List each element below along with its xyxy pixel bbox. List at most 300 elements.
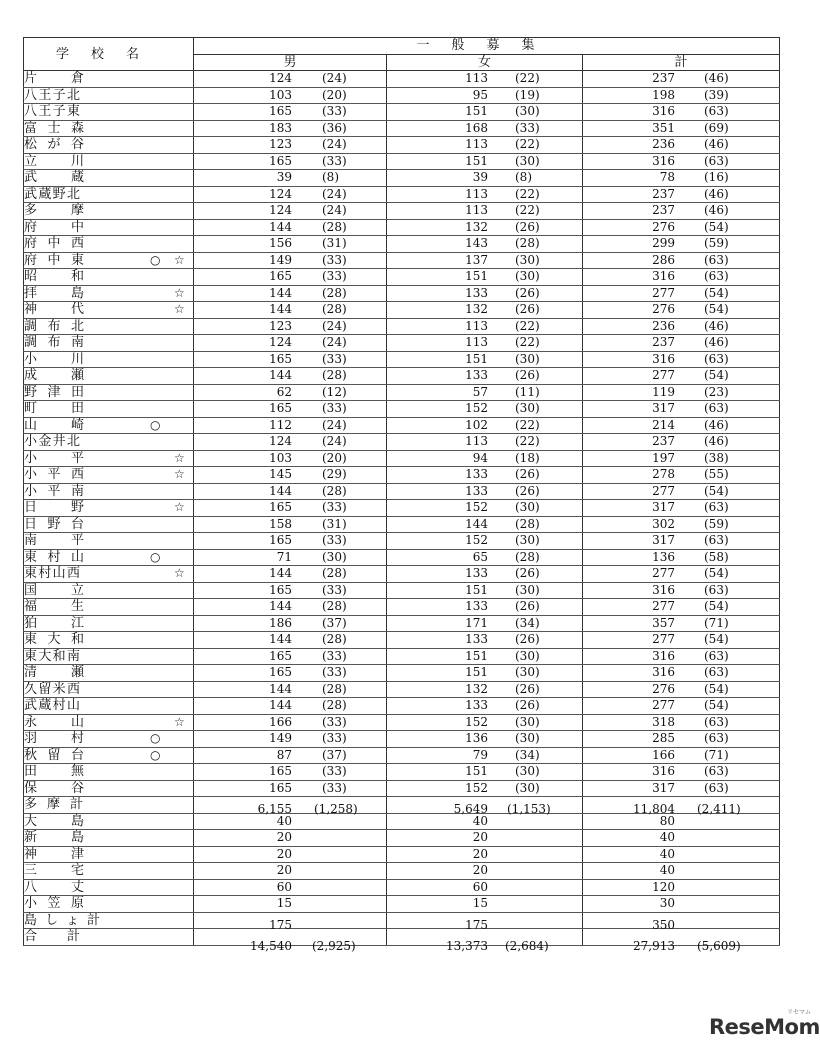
male-cell [194,450,387,467]
male-cell [194,566,387,583]
female-count: 20 [472,863,488,877]
school-rows [24,71,780,797]
total-paren: (63) [704,731,729,745]
total-paren: (59) [704,516,729,531]
school-name-cell [24,285,194,302]
male-paren: (28) [322,368,347,382]
school-name: 野津田 [24,384,84,400]
total-paren: (63) [704,780,729,795]
total-count: 278 [652,467,676,481]
school-name: 武蔵村山 [24,698,80,714]
male-paren: (31) [322,236,347,250]
school-name-cell [24,87,194,104]
male-count: 165 [269,351,292,366]
male-cell [194,483,387,500]
male-count: 20 [276,830,292,844]
male-count: 186 [269,615,292,630]
male-paren: (1,258) [314,802,358,816]
school-name: 八王子東 [24,104,80,120]
row-label: 島しょ計 [24,912,194,929]
female-cell [387,665,583,682]
female-paren: (30) [515,500,540,514]
female-count: 94 [472,450,488,465]
male-count: 144 [269,368,292,382]
male-count: 112 [269,417,292,432]
male-count: 166 [269,714,292,729]
school-name: 昭和 [24,269,84,285]
total-cell [583,368,780,385]
female-count: 15 [472,896,488,910]
male-cell [194,467,387,484]
female-cell [387,599,583,616]
school-name: 国立 [24,582,84,598]
total-cell [583,830,780,847]
star-mark: ☆ [174,252,185,267]
female-paren: (11) [515,384,540,399]
male-cell [194,335,387,352]
female-paren: (22) [515,434,540,448]
star-mark: ☆ [174,467,185,481]
school-name-cell [24,417,194,434]
female-paren: (30) [515,780,540,795]
female-paren: (30) [515,104,540,118]
male-count: 124 [269,434,292,448]
total-paren: (16) [704,170,729,184]
table-row [24,285,780,302]
male-paren: (30) [322,549,347,564]
female-count: 152 [465,500,488,514]
school-name: 府中東 [24,252,84,268]
female-paren: (26) [515,219,540,234]
female-paren: (30) [515,764,540,778]
male-paren: (33) [322,533,347,547]
male-paren: (24) [322,203,347,217]
school-name: 小笠原 [24,896,84,912]
total-cell [583,335,780,352]
school-name-cell [24,698,194,715]
school-name-cell [24,599,194,616]
male-cell [194,549,387,566]
total-paren: (71) [704,747,729,762]
school-name: 富士森 [24,120,84,136]
female-cell [387,648,583,665]
school-name-cell [24,500,194,517]
female-paren: (30) [515,665,540,679]
school-name: 大島 [24,813,84,829]
school-name: 小平 [24,450,84,466]
female-count: 133 [465,599,488,613]
total-cell [583,252,780,269]
female-cell [387,830,583,847]
total-cell [583,318,780,335]
female-count: 151 [465,764,488,778]
female-count: 151 [465,104,488,118]
female-cell [387,417,583,434]
female-count: 151 [465,269,488,283]
female-paren: (30) [515,401,540,415]
female-count: 136 [465,731,488,745]
school-name-cell [24,434,194,451]
male-cell [194,665,387,682]
male-paren: (33) [322,252,347,267]
school-name-cell [24,830,194,847]
female-paren: (26) [515,632,540,646]
male-paren: (24) [322,186,347,201]
total-count: 27,913 [633,939,676,953]
total-cell [583,153,780,170]
island-rows [24,813,780,912]
total-paren: (63) [704,500,729,514]
total-count: 316 [652,764,676,778]
total-paren: (39) [704,87,729,102]
male-cell [194,302,387,319]
total-cell [583,351,780,368]
male-paren: (28) [322,681,347,696]
total-count: 80 [659,813,676,828]
female-paren: (26) [515,681,540,696]
male-count: 165 [269,401,292,415]
total-cell [583,582,780,599]
total-paren: (63) [704,351,729,366]
female-count: 5,649 [453,802,488,816]
total-paren: (46) [704,318,729,333]
table-row [24,566,780,583]
total-count: 237 [652,335,676,349]
male-count: 103 [269,87,292,102]
table-row [24,368,780,385]
school-name: 永山 [24,714,84,730]
female-count: 151 [465,351,488,366]
male-count: 158 [269,516,292,531]
female-cell [387,186,583,203]
male-paren: (33) [322,500,347,514]
total-paren: (38) [704,450,729,465]
total-paren: (46) [704,137,729,151]
female-cell [387,549,583,566]
male-count: 124 [269,186,292,201]
female-cell [387,615,583,632]
table-row [24,665,780,682]
male-paren: (28) [322,302,347,316]
total-count: 11,804 [633,802,676,816]
total-paren: (54) [704,368,729,382]
total-count: 237 [652,203,676,217]
total-count: 277 [652,632,676,646]
school-name-cell [24,335,194,352]
female-paren: (2,684) [505,939,549,953]
male-cell [194,912,387,932]
table-row [24,747,780,764]
male-count: 144 [269,632,292,646]
total-paren: (23) [704,384,729,399]
total-cell [583,698,780,715]
table-row [24,681,780,698]
school-name-cell [24,170,194,187]
male-count: 144 [269,681,292,696]
female-count: 113 [465,137,488,151]
female-count: 133 [465,467,488,481]
female-column-header: 女 [387,54,583,71]
table-row [24,401,780,418]
female-paren: (22) [515,137,540,151]
female-paren: (30) [515,252,540,267]
male-cell [194,318,387,335]
female-count: 60 [472,879,488,894]
school-name-cell [24,896,194,913]
female-count: 113 [465,335,488,349]
female-cell [387,153,583,170]
female-count: 151 [465,665,488,679]
female-cell [387,401,583,418]
total-count: 166 [652,747,676,762]
male-cell [194,615,387,632]
school-name-cell [24,483,194,500]
table-row [24,731,780,748]
female-count: 133 [465,483,488,498]
female-cell [387,269,583,286]
star-mark: ☆ [174,500,185,514]
female-count: 20 [472,846,488,861]
school-name: 東村山西 [24,566,80,582]
female-paren: (26) [515,698,540,712]
total-paren: (54) [704,681,729,696]
total-count: 197 [652,450,676,465]
female-cell [387,731,583,748]
male-count: 175 [269,917,292,932]
total-cell [583,401,780,418]
female-cell [387,929,583,953]
total-cell [583,417,780,434]
school-name: 田無 [24,764,84,780]
table-row [24,434,780,451]
school-name-cell [24,71,194,88]
total-count: 317 [652,533,676,547]
male-count: 62 [276,384,292,399]
total-count: 316 [652,153,676,168]
school-name-cell [24,219,194,236]
total-paren: (63) [704,153,729,168]
female-cell [387,252,583,269]
female-cell [387,813,583,830]
total-cell [583,780,780,797]
male-count: 123 [269,137,292,151]
male-paren: (33) [322,714,347,729]
female-paren: (26) [515,566,540,580]
school-name: 小平南 [24,483,84,499]
total-count: 198 [652,87,676,102]
male-paren: (33) [322,269,347,283]
female-count: 152 [465,714,488,729]
total-cell [583,483,780,500]
female-cell [387,912,583,932]
school-name-cell [24,450,194,467]
school-name-cell [24,846,194,863]
male-cell [194,830,387,847]
table-row [24,483,780,500]
total-cell [583,731,780,748]
school-name: 狛江 [24,615,84,631]
male-paren: (24) [322,318,347,333]
total-cell [583,714,780,731]
school-name: 調布南 [24,335,84,351]
male-cell [194,500,387,517]
school-name-header: 学校名 [24,38,194,71]
school-name-cell [24,318,194,335]
table-row [24,417,780,434]
school-name: 町田 [24,401,84,417]
total-count: 316 [652,648,676,663]
female-cell [387,368,583,385]
table-row [24,813,780,830]
total-cell [583,203,780,220]
school-name-cell [24,747,194,764]
school-name: 小川 [24,351,84,367]
total-count: 136 [652,549,676,564]
female-paren: (18) [515,450,540,465]
female-paren: (26) [515,368,540,382]
male-cell [194,896,387,913]
male-paren: (33) [322,731,347,745]
female-count: 132 [465,681,488,696]
female-cell [387,632,583,649]
male-count: 165 [269,648,292,663]
female-count: 143 [465,236,488,250]
male-count: 144 [269,285,292,300]
female-cell [387,104,583,121]
table-row [24,170,780,187]
school-name: 東村山 [24,549,84,565]
total-paren: (2,411) [697,802,741,816]
male-paren: (37) [322,747,347,762]
female-count: 151 [465,648,488,663]
male-count: 165 [269,153,292,168]
male-paren: (20) [322,87,347,102]
female-count: 151 [465,582,488,597]
school-name: 拝島 [24,285,84,301]
female-cell [387,516,583,533]
school-name: 八丈 [24,879,84,895]
male-cell [194,731,387,748]
total-count: 40 [659,863,676,877]
female-count: 57 [472,384,488,399]
table-row [24,186,780,203]
school-name: 調布北 [24,318,84,334]
school-name-cell [24,813,194,830]
female-cell [387,285,583,302]
female-cell [387,203,583,220]
circle-mark: ○ [150,731,161,745]
male-count: 124 [269,335,292,349]
male-paren: (2,925) [312,939,356,953]
total-count: 40 [659,846,676,861]
total-paren: (63) [704,252,729,267]
female-paren: (26) [515,285,540,300]
female-count: 151 [465,153,488,168]
total-count: 120 [652,879,676,894]
school-name-cell [24,615,194,632]
total-cell [583,104,780,121]
female-paren: (26) [515,467,540,481]
total-paren: (63) [704,665,729,679]
male-count: 144 [269,599,292,613]
table-row [24,830,780,847]
male-count: 144 [269,302,292,316]
male-cell [194,87,387,104]
male-count: 6,155 [257,802,292,816]
table-row [24,863,780,880]
school-name: 東大和南 [24,648,80,664]
total-count: 357 [652,615,676,630]
female-count: 132 [465,302,488,316]
total-cell [583,632,780,649]
female-paren: (22) [515,335,540,349]
female-cell [387,467,583,484]
total-count: 277 [652,566,676,580]
male-count: 15 [276,896,292,910]
total-cell [583,384,780,401]
table-row [24,533,780,550]
total-cell [583,500,780,517]
total-cell [583,813,780,830]
school-name: 神代 [24,302,84,318]
male-count: 20 [276,846,292,861]
total-count: 317 [652,401,676,415]
male-count: 40 [276,813,292,828]
female-paren: (28) [515,549,540,564]
total-paren: (54) [704,302,729,316]
female-cell [387,137,583,154]
male-cell [194,384,387,401]
total-paren: (54) [704,698,729,712]
total-count: 237 [652,71,676,85]
male-paren: (33) [322,665,347,679]
total-cell [583,566,780,583]
school-name-cell [24,401,194,418]
total-count: 236 [652,318,676,333]
male-cell [194,170,387,187]
male-cell [194,813,387,830]
total-cell [583,219,780,236]
school-name: 多摩 [24,203,84,219]
female-cell [387,797,583,814]
female-cell [387,219,583,236]
male-count: 103 [269,450,292,465]
table-row [24,698,780,715]
school-name-cell [24,863,194,880]
school-name: 山崎 [24,417,84,433]
table-row [24,203,780,220]
male-count: 165 [269,665,292,679]
male-paren: (12) [322,384,347,399]
total-paren: (63) [704,582,729,597]
female-cell [387,681,583,698]
male-paren: (28) [322,632,347,646]
total-count: 351 [652,120,676,135]
school-name-cell [24,582,194,599]
female-paren: (30) [515,731,540,745]
resemom-logo [709,1009,820,1039]
total-count: 276 [652,219,676,234]
female-cell [387,302,583,319]
table-row [24,549,780,566]
male-count: 145 [269,467,292,481]
male-count: 60 [276,879,292,894]
total-paren: (63) [704,104,729,118]
female-paren: (22) [515,203,540,217]
total-count: 299 [652,236,676,250]
male-paren: (33) [322,582,347,597]
total-cell [583,71,780,88]
